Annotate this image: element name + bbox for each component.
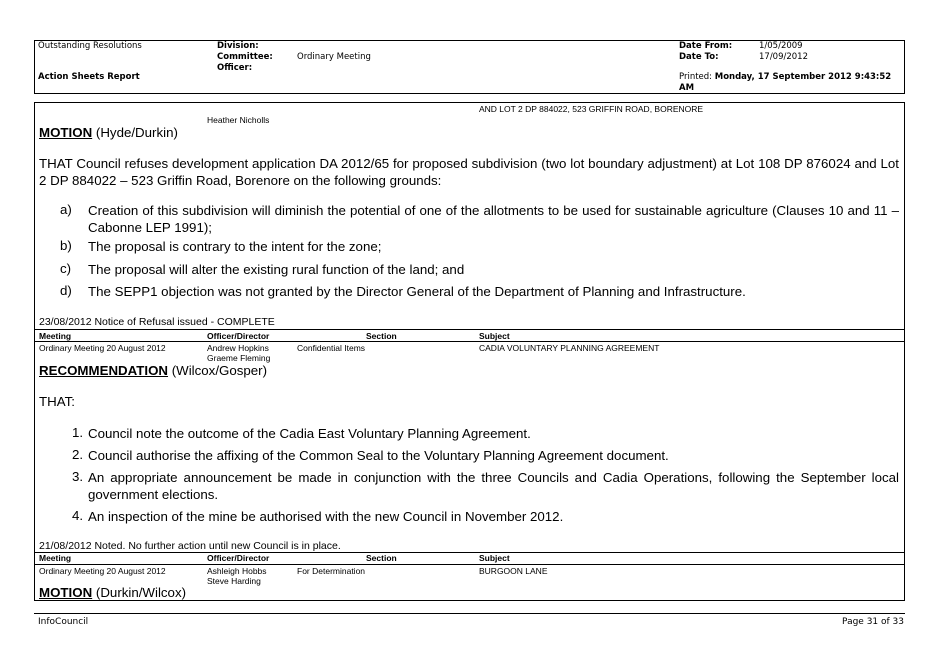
point-text-2: Council authorise the affixing of the Common Seal to the Voluntary Planning Agreement document. xyxy=(88,448,669,463)
division-label: Division: xyxy=(217,41,259,51)
col-meeting: Meeting xyxy=(39,553,72,563)
item2-action-note: 21/08/2012 Noted. No further action until new Council is in place. xyxy=(39,540,341,552)
date-to-value: 17/09/2012 xyxy=(759,52,808,62)
date-from-value: 1/05/2009 xyxy=(759,41,803,51)
ground-text-b: The proposal is contrary to the intent for the zone; xyxy=(88,239,382,254)
col-section: Section xyxy=(366,331,397,341)
item3-subject: BURGOON LANE xyxy=(479,566,548,576)
item3-officer-1: Ashleigh Hobbs xyxy=(207,566,267,576)
divider xyxy=(34,552,905,553)
printed-value-cont: AM xyxy=(679,83,695,93)
point-mark-3: 3. xyxy=(72,469,84,484)
item2-officer-1: Andrew Hopkins xyxy=(207,343,269,353)
footer-app-name: InfoCouncil xyxy=(38,617,89,627)
item2-heading xyxy=(39,363,267,378)
item2-movers: (Wilcox/Gosper) xyxy=(171,363,268,378)
col-meeting: Meeting xyxy=(39,331,72,341)
item2-meeting: Ordinary Meeting 20 August 2012 xyxy=(39,343,166,353)
item2-officer-2: Graeme Fleming xyxy=(207,353,271,363)
item3-heading-type: MOTION xyxy=(39,585,93,600)
ground-text-c: The proposal will alter the existing rural function of the land; and xyxy=(88,262,465,277)
item1-movers: (Hyde/Durkin) xyxy=(95,125,178,140)
printed-value: Monday, 17 September 2012 9:43:52 xyxy=(714,72,892,82)
item2-section: Confidential Items xyxy=(297,343,366,353)
point-mark-1: 1. xyxy=(72,425,84,440)
item2-heading-type: RECOMMENDATION xyxy=(39,363,169,378)
divider xyxy=(34,341,905,342)
item3-heading xyxy=(39,585,186,600)
committee-label: Committee: xyxy=(217,52,273,62)
ground-text-d: The SEPP1 objection was not granted by the Director General of the Department of Planning and Infrastructure. xyxy=(88,284,746,299)
divider xyxy=(34,329,905,330)
report-left-title: Outstanding Resolutions xyxy=(38,41,142,51)
printed-label: Printed: xyxy=(679,72,713,82)
item2-subject: CADIA VOLUNTARY PLANNING AGREEMENT xyxy=(479,343,660,353)
point-text-1: Council note the outcome of the Cadia East Voluntary Planning Agreement. xyxy=(88,426,531,441)
report-title: Action Sheets Report xyxy=(38,72,140,82)
ground-text-a: Creation of this subdivision will diminish the potential of one of the allotments to be used for sustainable agriculture (Clauses 10 and 11 – Cabonne LEP 1991); xyxy=(88,203,899,235)
item3-movers: (Durkin/Wilcox) xyxy=(95,585,187,600)
divider xyxy=(34,564,905,565)
point-text-3: An appropriate announcement be made in conjunction with the three Councils and Cadia Operations, following the September local government elections. xyxy=(88,470,899,502)
item1-officer: Heather Nicholls xyxy=(207,115,270,125)
item1-heading xyxy=(39,125,178,140)
item3-meeting: Ordinary Meeting 20 August 2012 xyxy=(39,566,166,576)
printed-line xyxy=(679,72,891,82)
item1-subject-tail: AND LOT 2 DP 884022, 523 GRIFFIN ROAD, BORENORE xyxy=(479,104,704,114)
col-subject: Subject xyxy=(479,553,510,563)
ground-mark-c: c) xyxy=(60,261,72,276)
col-section: Section xyxy=(366,553,397,563)
point-text-4: An inspection of the mine be authorised with the new Council in November 2012. xyxy=(88,509,564,524)
col-officer: Officer/Director xyxy=(207,331,270,341)
point-mark-2: 2. xyxy=(72,447,84,462)
committee-value: Ordinary Meeting xyxy=(297,52,371,62)
officer-label: Officer: xyxy=(217,63,253,73)
col-officer: Officer/Director xyxy=(207,553,270,563)
item1-action-note: 23/08/2012 Notice of Refusal issued - COMPLETE xyxy=(39,316,275,328)
item1-heading-type: MOTION xyxy=(39,125,93,140)
item2-intro: THAT: xyxy=(39,394,75,409)
item1-intro: THAT Council refuses development application DA 2012/65 for proposed subdivision (two lot boundary adjustment) at Lot 108 DP 876024 and Lot 2 DP 884022 – 523 Griffin Road, Borenore on the following grounds: xyxy=(39,156,899,188)
ground-mark-b: b) xyxy=(60,238,72,253)
footer-page-number: Page 31 of 33 xyxy=(842,617,904,627)
point-mark-4: 4. xyxy=(72,508,84,523)
ground-mark-d: d) xyxy=(60,283,72,298)
ground-mark-a: a) xyxy=(60,202,72,217)
col-subject: Subject xyxy=(479,331,510,341)
item3-officer-2: Steve Harding xyxy=(207,576,261,586)
date-from-label: Date From: xyxy=(679,41,733,51)
footer-divider xyxy=(34,613,905,614)
item3-section: For Determination xyxy=(297,566,366,576)
date-to-label: Date To: xyxy=(679,52,719,62)
